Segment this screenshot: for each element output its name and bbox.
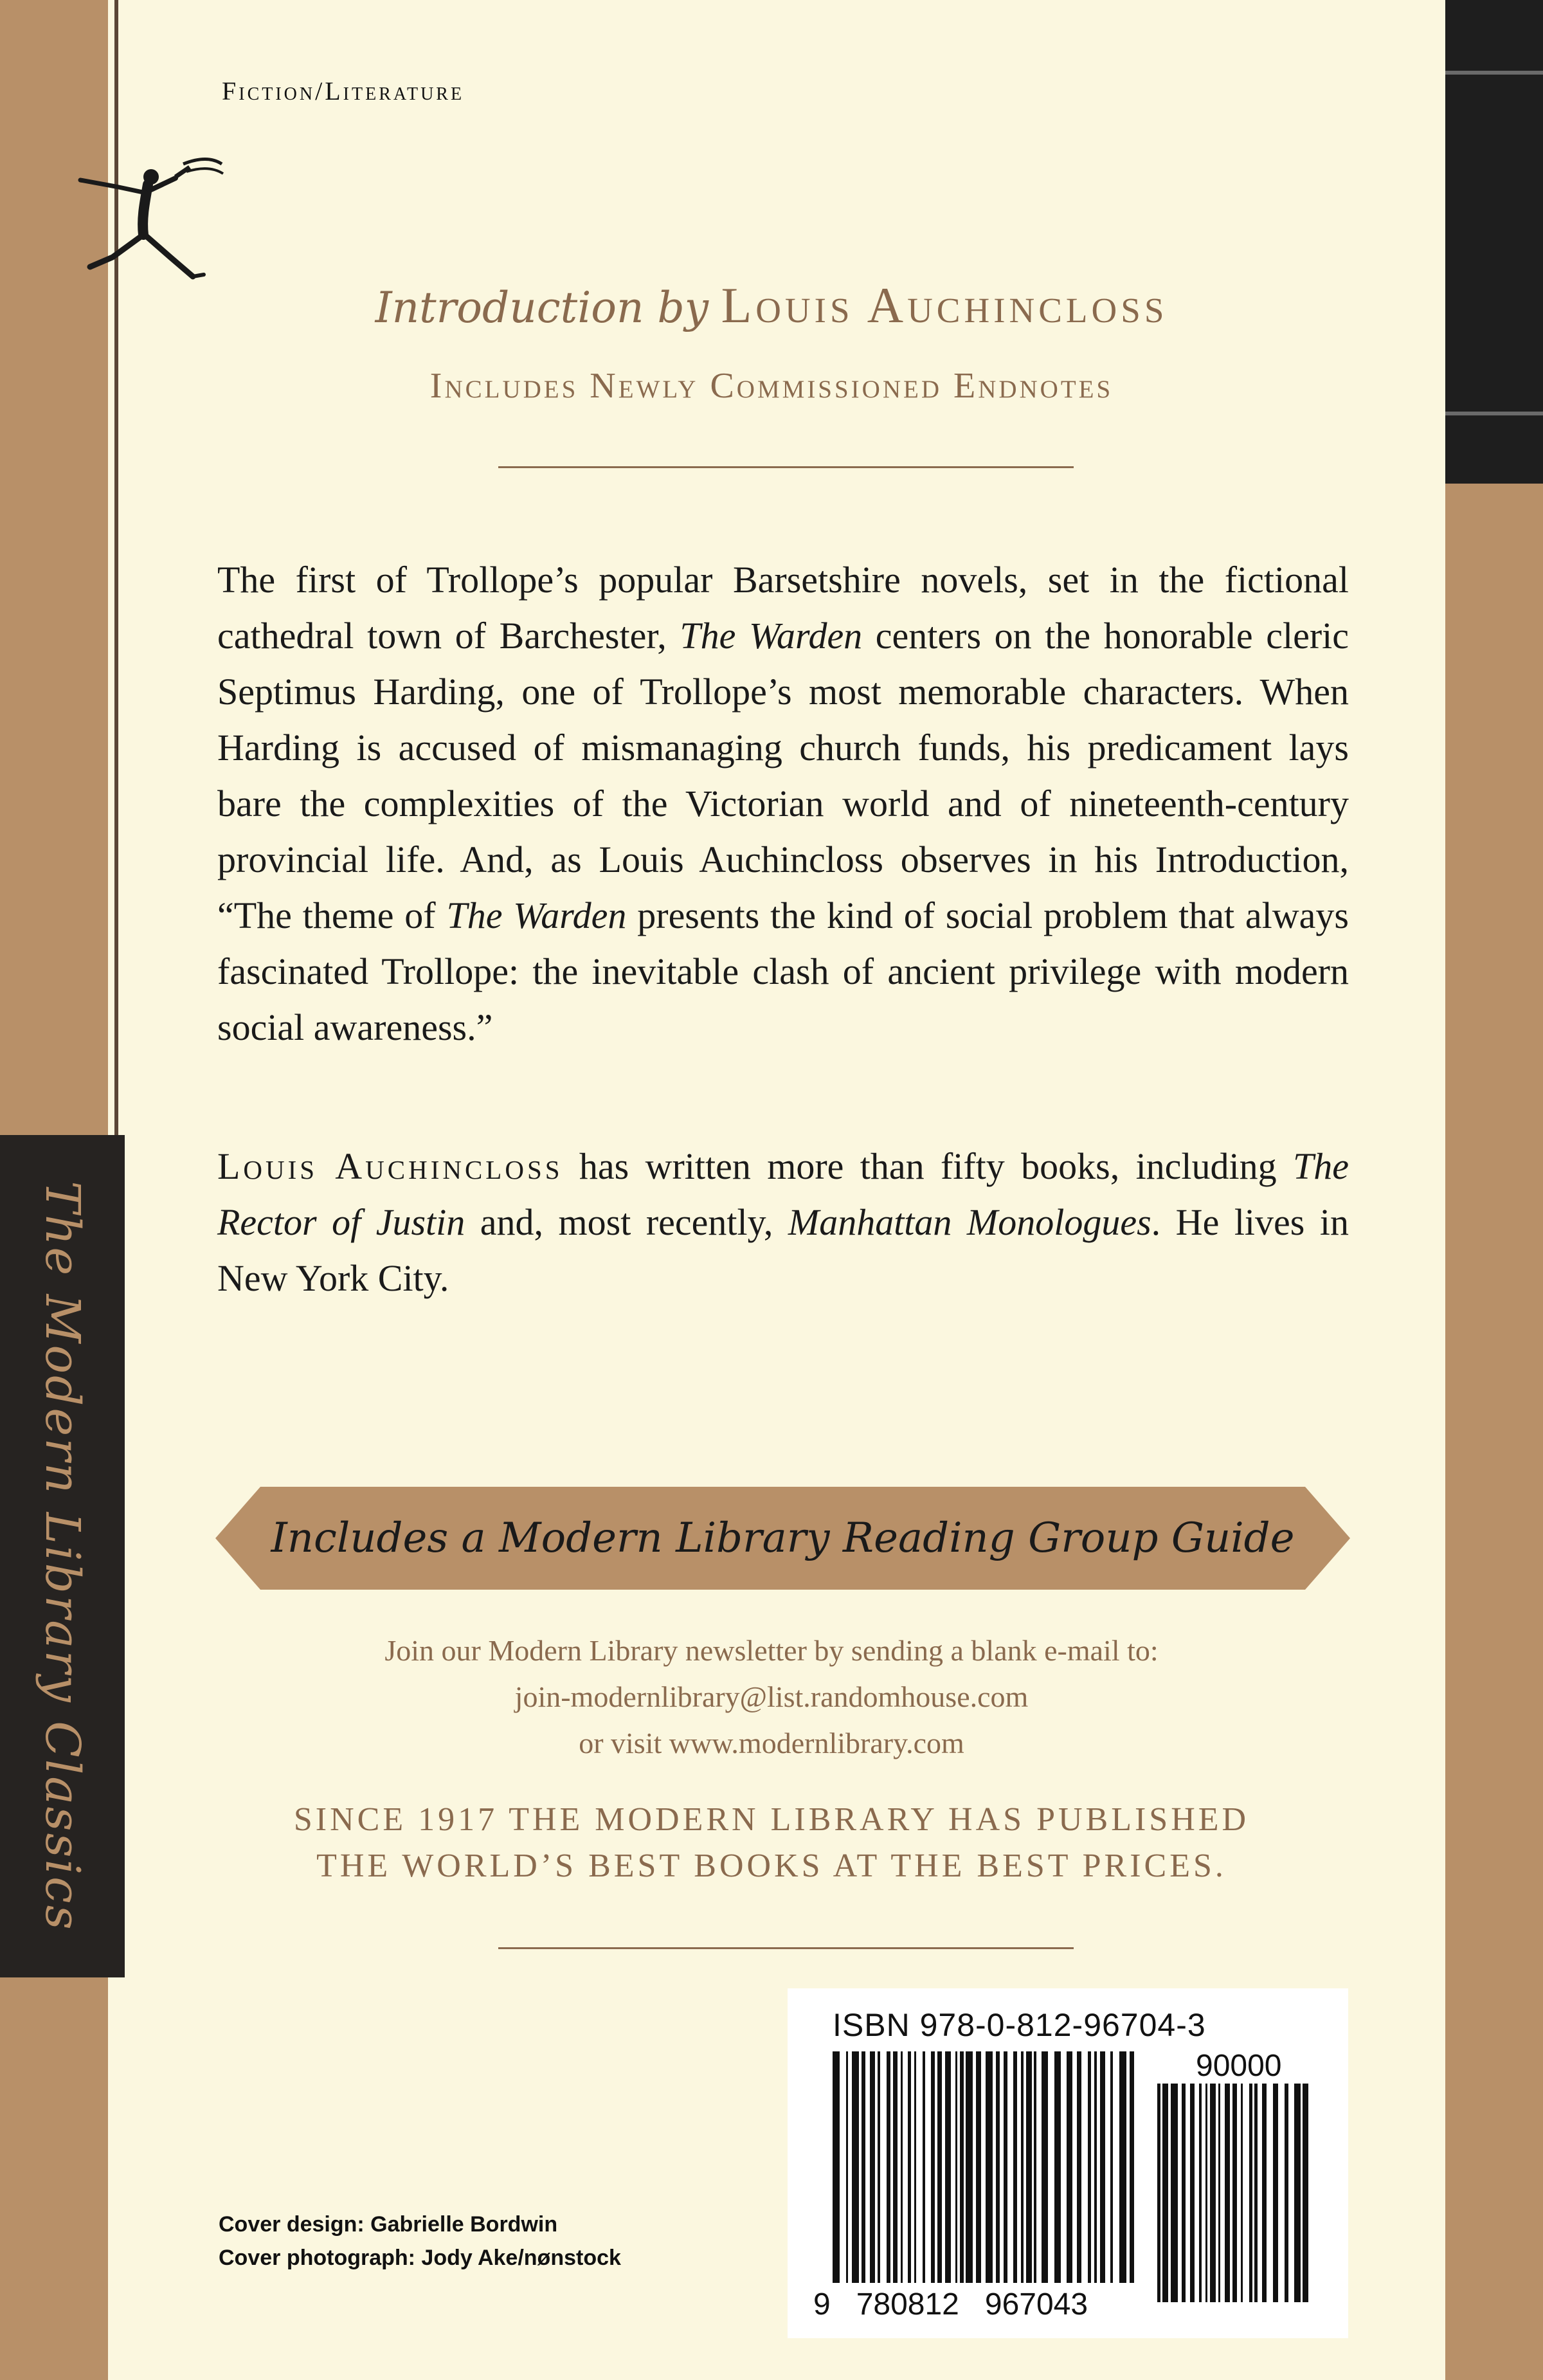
newsletter-website-link[interactable]: or visit www.modernlibrary.com bbox=[579, 1727, 964, 1759]
barcode-digits: 9 780812 967043 bbox=[813, 2287, 1088, 2321]
category-label: Fiction/Literature bbox=[222, 77, 465, 105]
bio-text: . He lives in New York City. bbox=[217, 1201, 1349, 1299]
book-title: The Rector of Justin bbox=[217, 1145, 1349, 1243]
publisher-slogan: THE WORLD’S BEST BOOKS AT THE BEST PRICES. bbox=[316, 1848, 1227, 1884]
divider-bottom bbox=[498, 1947, 1074, 1949]
right-stripe bbox=[1445, 71, 1543, 75]
bio-text: and, most recently, bbox=[465, 1201, 788, 1243]
spine-series-title: The Modern Library Classics bbox=[35, 1181, 90, 1932]
introduction-credit bbox=[0, 277, 1543, 334]
book-title: The Warden bbox=[446, 895, 627, 936]
bio-text: has written more than fifty books, including bbox=[563, 1145, 1294, 1187]
book-title: The Warden bbox=[680, 615, 863, 657]
newsletter-line: Join our Modern Library newsletter by sending a blank e-mail to: bbox=[384, 1634, 1159, 1667]
right-stripe bbox=[1445, 412, 1543, 415]
introduction-author: Louis Auchincloss bbox=[721, 277, 1168, 333]
description-text: centers on the honorable cleric Septimus Harding, one of Trollope’s most memorable characters. When Harding is accused of mismanaging church funds, his predicament lays bare the complexities of the Victorian world and of nineteenth-century provincial life. And, as Louis Auchincloss observes in his Introduction, “The theme of bbox=[217, 615, 1349, 936]
cover-design-credit: Cover design: Gabrielle Bordwin bbox=[219, 2212, 558, 2237]
author-name: Louis Auchincloss bbox=[217, 1145, 563, 1187]
right-tan-strip bbox=[1445, 484, 1543, 2380]
reading-guide-label: Includes a Modern Library Reading Group Guide bbox=[271, 1514, 1295, 1562]
description-text: presents the kind of social problem that always fascinated Trollope: the inevitable clash of ancient privilege with modern social awareness.” bbox=[217, 895, 1349, 1048]
price-barcode bbox=[1157, 2084, 1312, 2302]
publisher-slogan: SINCE 1917 THE MODERN LIBRARY HAS PUBLISHED bbox=[293, 1801, 1250, 1838]
description-paragraph bbox=[217, 552, 1349, 1055]
isbn-number: ISBN 978-0-812-96704-3 bbox=[833, 2007, 1206, 2043]
isbn-barcode bbox=[833, 2051, 1135, 2302]
endnotes-note: Includes Newly Commissioned Endnotes bbox=[429, 366, 1114, 406]
divider-top bbox=[498, 466, 1074, 468]
newsletter-email-link[interactable]: join-modernlibrary@list.randomhouse.com bbox=[514, 1680, 1029, 1713]
book-title: Manhattan Monologues bbox=[788, 1201, 1151, 1243]
author-bio-paragraph bbox=[217, 1138, 1349, 1306]
price-code: 90000 bbox=[1196, 2049, 1282, 2083]
description-text: The first of Trollope’s popular Barsetshire novels, set in the fictional cathedral town of Barchester, bbox=[217, 559, 1349, 657]
cover-photo-credit: Cover photograph: Jody Ake/nønstock bbox=[219, 2246, 621, 2270]
introduction-prefix: Introduction by bbox=[375, 283, 709, 332]
